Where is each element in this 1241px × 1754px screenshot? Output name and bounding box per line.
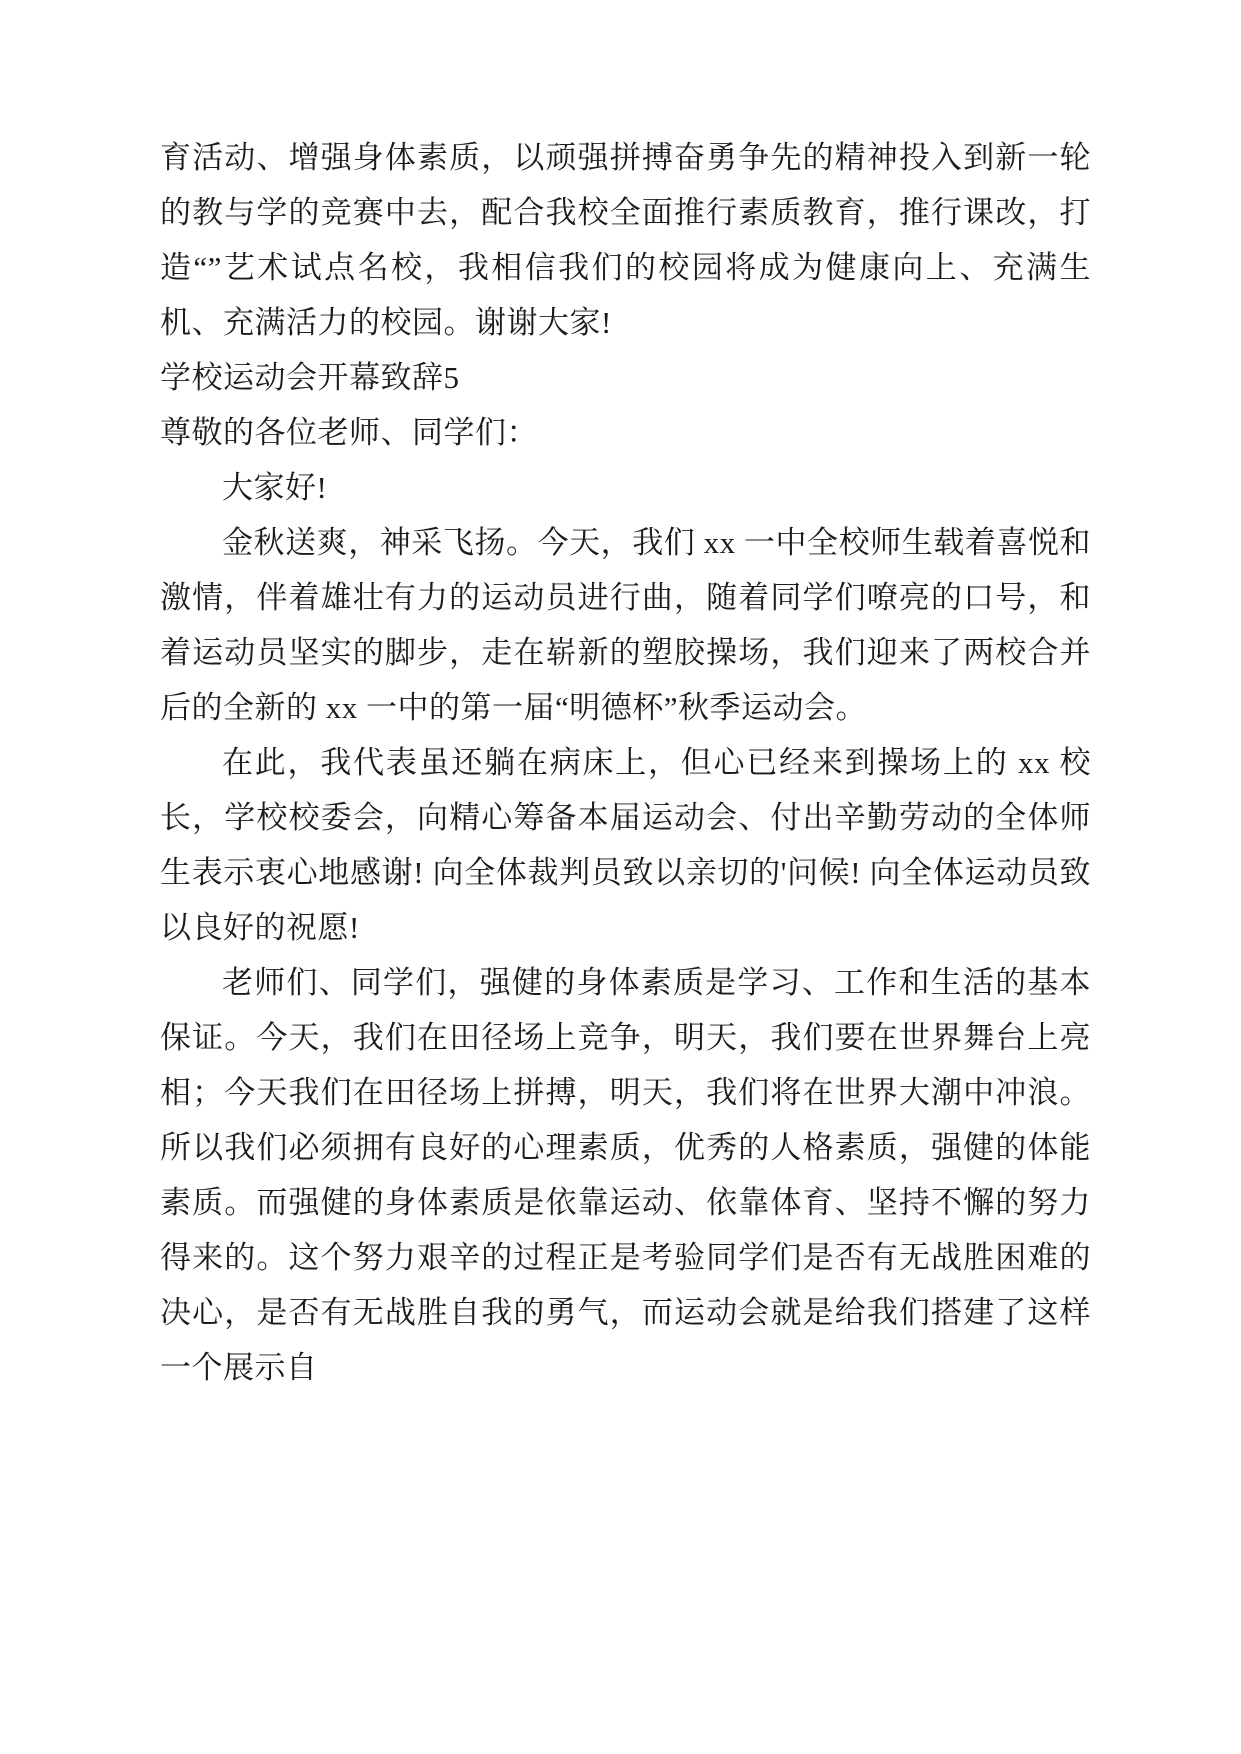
document-body	[160, 130, 1091, 1395]
section-heading: 学校运动会开幕致辞5	[160, 360, 460, 395]
paragraph-fitness: 老师们、同学们，强健的身体素质是学习、工作和生活的基本保证。今天，我们在田径场上竞争，明天，我们要在世界舞台上亮相；今天我们在田径场上拼搏，明天，我们将在世界大潮中冲浪。所以我们必须拥有良好的心理素质，优秀的人格素质，强健的体能素质。而强健的身体素质是依靠运动、依靠体育、坚持不懈的努力得来的。这个努力艰辛的过程正是考验同学们是否有无战胜困难的决心，是否有无战胜自我的勇气，而运动会就是给我们搭建了这样一个展示自	[160, 965, 1091, 1385]
paragraph-thanks: 在此，我代表虽还躺在病床上，但心已经来到操场上的 xx 校长，学校校委会，向精心筹备本届运动会、付出辛勤劳动的全体师生表示衷心地感谢! 向全体裁判员致以亲切的'问候! 向全体运动员致以良好的祝愿!	[160, 745, 1091, 945]
paragraph-autumn: 金秋送爽，神采飞扬。今天，我们 xx 一中全校师生载着喜悦和激情，伴着雄壮有力的运动员进行曲，随着同学们嘹亮的口号，和着运动员坚实的脚步，走在崭新的塑胶操场，我们迎来了两校合并后的全新的 xx 一中的第一届“明德杯”秋季运动会。	[160, 525, 1091, 725]
paragraph-continuation: 育活动、增强身体素质，以顽强拼搏奋勇争先的精神投入到新一轮的教与学的竞赛中去，配合我校全面推行素质教育，推行课改，打造“”艺术试点名校，我相信我们的校园将成为健康向上、充满生机、充满活力的校园。谢谢大家!	[160, 140, 1092, 340]
salutation: 尊敬的各位老师、同学们：	[160, 415, 538, 450]
greeting: 大家好!	[222, 470, 328, 505]
